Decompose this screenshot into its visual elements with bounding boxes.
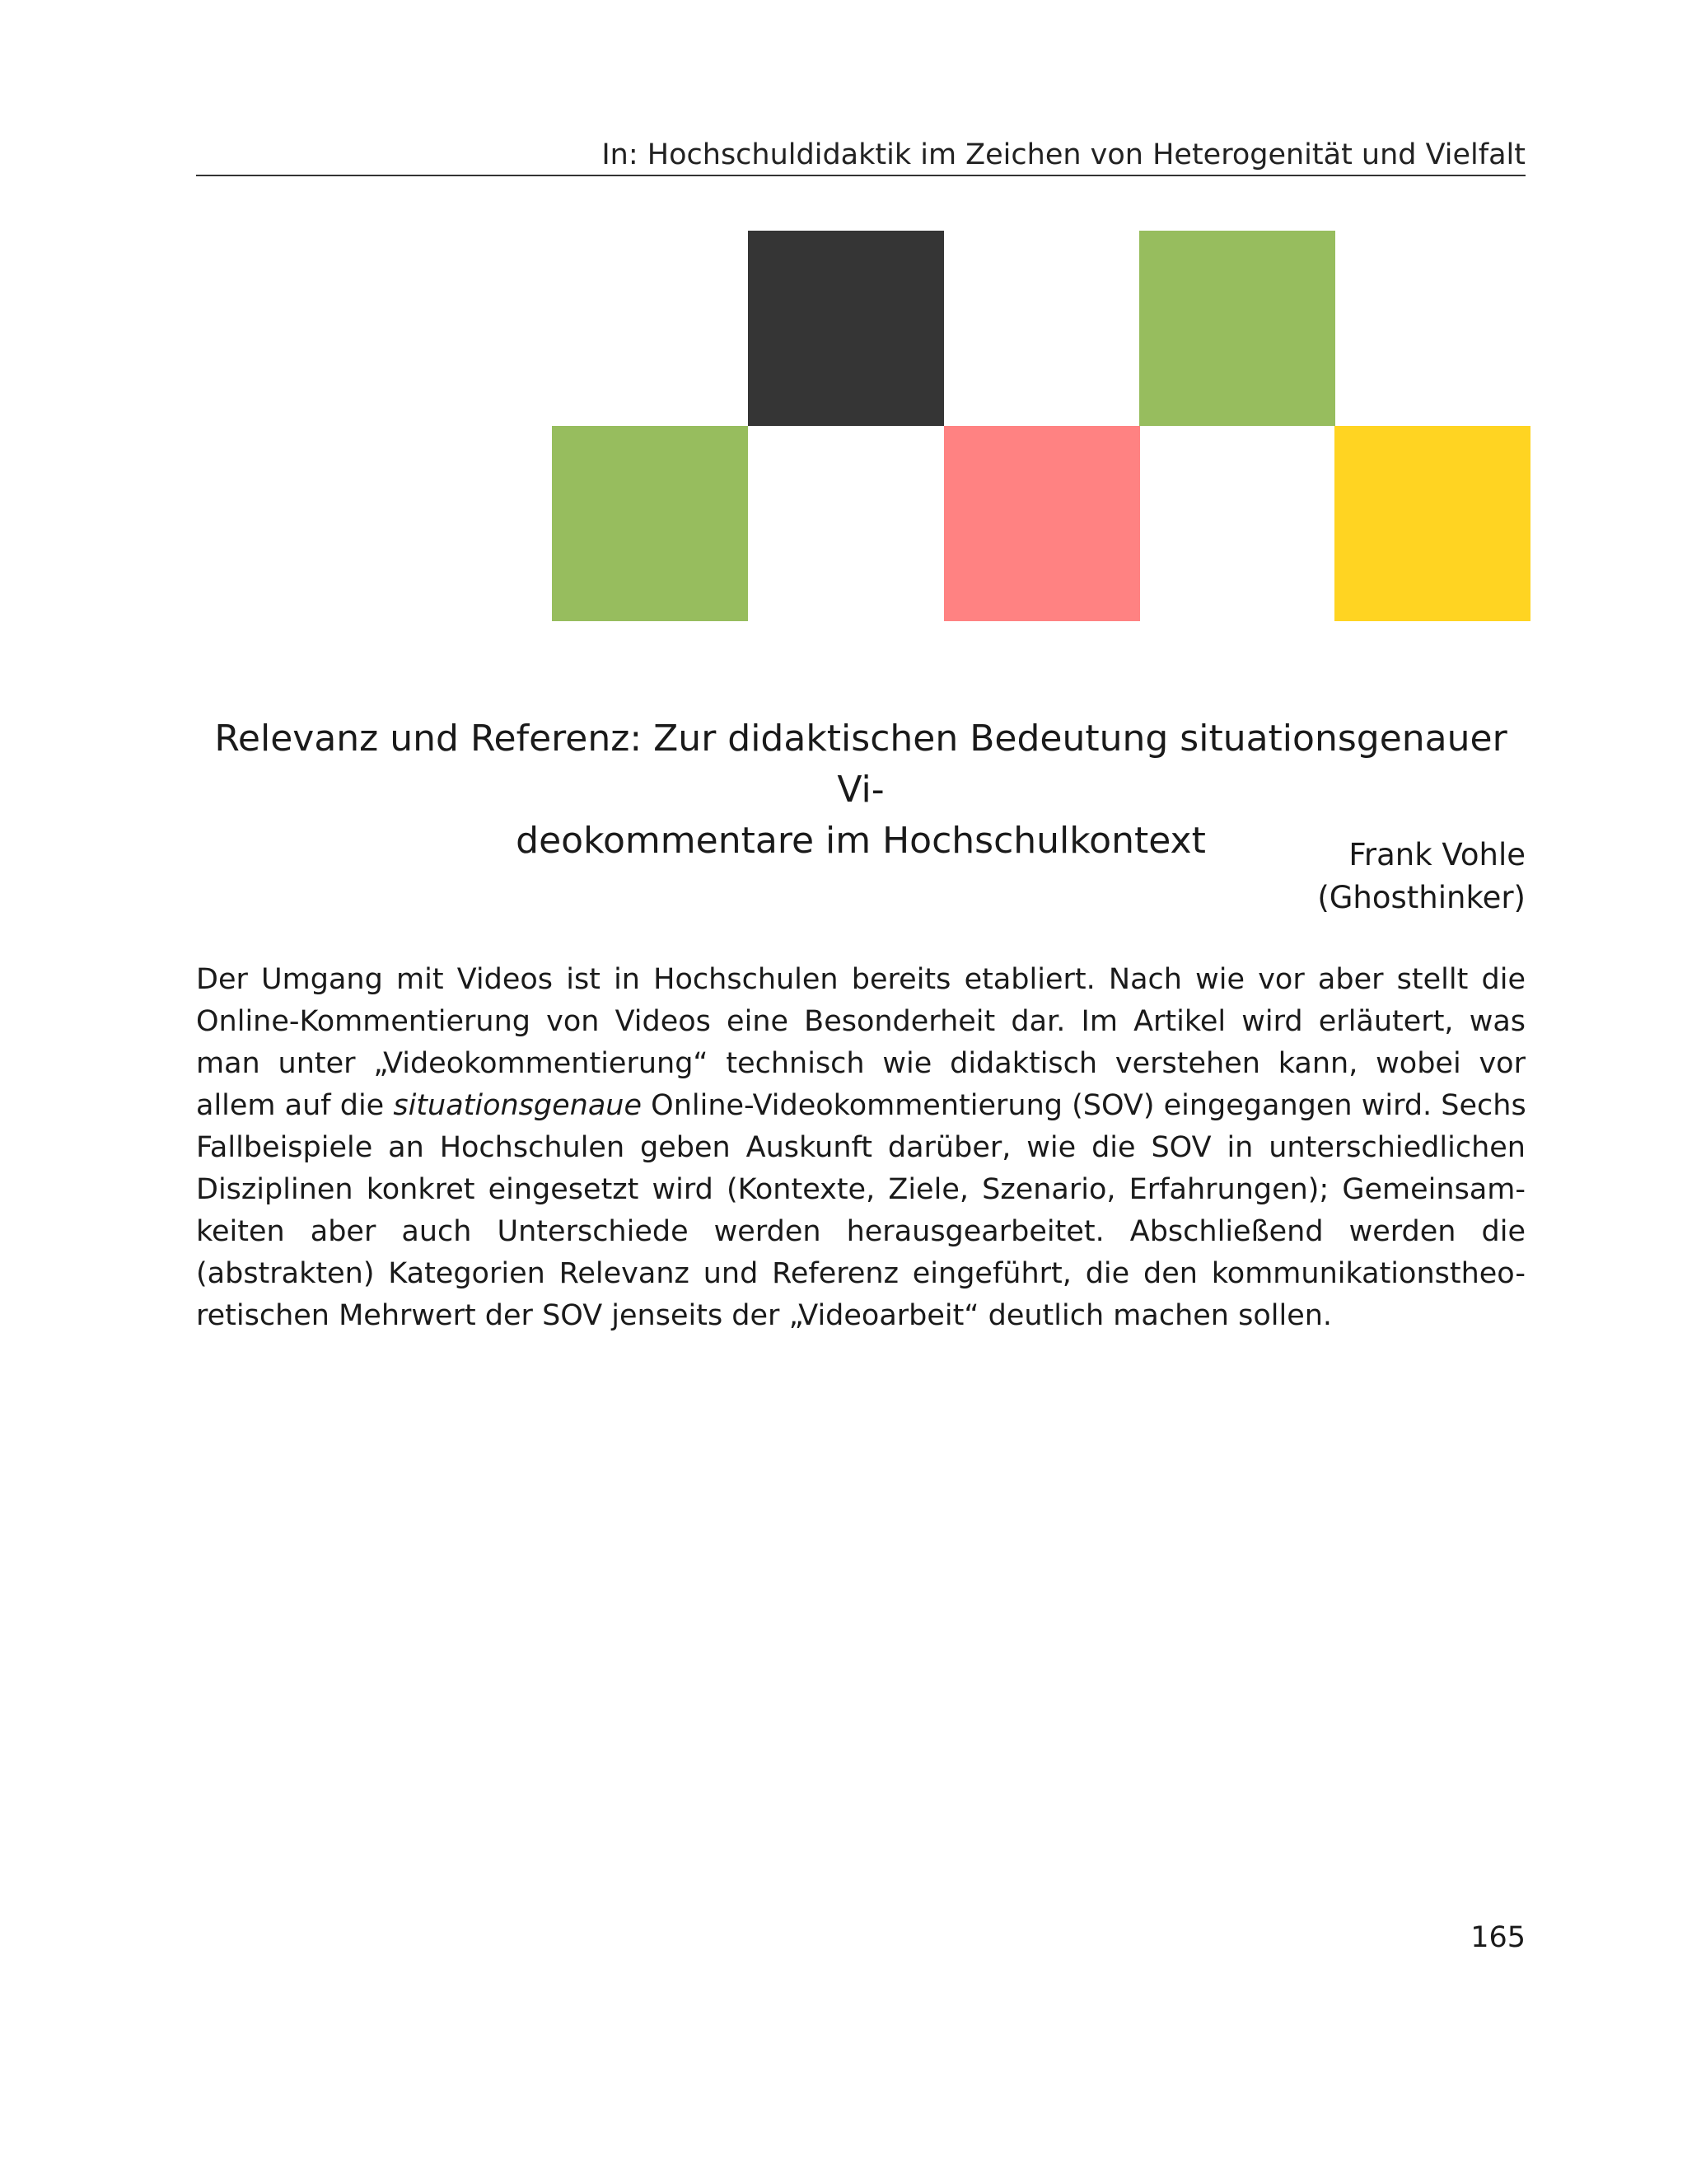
block-green-top bbox=[1139, 231, 1335, 426]
abstract-line: (abstrakten) Kategorien Relevanz und Referenz eingeführt, die den kommunikationstheo- bbox=[196, 1257, 1526, 1290]
author-name: Frank Vohle bbox=[1348, 837, 1526, 872]
abstract-line bbox=[196, 1085, 1526, 1127]
abstract-line: man unter „Videokommentierung“ technisch wie didaktisch verstehen kann, wobei vor bbox=[196, 1047, 1526, 1080]
header-rule bbox=[196, 175, 1526, 176]
abstract-line: Der Umgang mit Videos ist in Hochschulen bereits etabliert. Nach wie vor aber stellt die bbox=[196, 963, 1526, 996]
abstract-line: Fallbeispiele an Hochschulen geben Auskunft darüber, wie die SOV in unterschiedlichen bbox=[196, 1131, 1526, 1164]
block-yellow bbox=[1334, 426, 1530, 621]
abstract-line: Disziplinen konkret eingesetzt wird (Kontexte, Ziele, Szenario, Erfahrungen); Gemeinsam- bbox=[196, 1173, 1526, 1206]
author-block bbox=[196, 834, 1526, 919]
abstract-line: retischen Mehrwert der SOV jenseits der „Videoarbeit“ deutlich machen sollen. bbox=[196, 1299, 1333, 1332]
abstract-line: Online-Kommentierung von Videos eine Besonderheit dar. Im Artikel wird erläutert, was bbox=[196, 1005, 1526, 1038]
title-line: deokommentare im Hochschulkontext bbox=[516, 820, 1206, 862]
block-dark bbox=[748, 231, 944, 426]
abstract-line: keiten aber auch Unterschiede werden herausgearbeitet. Abschließend werden die bbox=[196, 1215, 1526, 1248]
abstract-emphasis: situationsgenaue bbox=[393, 1089, 643, 1122]
author-affiliation: (Ghosthinker) bbox=[1317, 880, 1526, 915]
title-line: Relevanz und Referenz: Zur didaktischen Bedeutung situationsgenauer Vi- bbox=[214, 718, 1507, 811]
abstract-text: allem auf die bbox=[196, 1089, 394, 1122]
decorative-blocks bbox=[552, 231, 1530, 622]
running-header: In: Hochschuldidaktik im Zeichen von Heterogenität und Vielfalt bbox=[601, 138, 1526, 171]
page-number: 165 bbox=[1470, 1921, 1526, 1954]
abstract bbox=[196, 959, 1526, 1337]
block-pink bbox=[944, 426, 1140, 621]
block-green-bottom bbox=[552, 426, 748, 621]
abstract-text: Online-Videokommentierung (SOV) eingegangen wird. Sechs bbox=[642, 1089, 1526, 1122]
